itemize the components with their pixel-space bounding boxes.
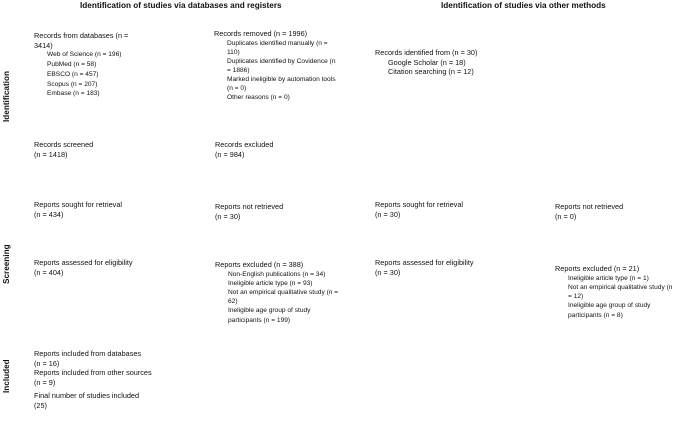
db-reports-sought-box bbox=[34, 200, 184, 219]
final-included-label: Final number of studies included bbox=[34, 391, 140, 401]
database-source-item: EBSCO (n = 457) bbox=[47, 70, 99, 78]
database-source-item: Embase (n = 183) bbox=[47, 90, 100, 98]
removal-reason-item: Duplicates identified manually (n = 110) bbox=[227, 39, 328, 56]
records-excluded-box bbox=[215, 140, 365, 159]
exclusion-reason-item: Ineligible article type (n = 93) bbox=[228, 279, 313, 287]
database-source-item: Web of Science (n = 196) bbox=[47, 51, 122, 59]
exclusion-reason-item: Ineligible age group of study participants (n = 199) bbox=[228, 306, 311, 324]
included-from-other-label: Reports included from other sources bbox=[34, 368, 152, 378]
records-from-databases-box bbox=[34, 31, 144, 99]
removal-reason-item: Duplicates identified by Covidence (n = 1886) bbox=[227, 57, 336, 74]
db-reports-not-retrieved-box bbox=[215, 202, 365, 221]
stage-label-identification: Identification bbox=[2, 71, 11, 122]
other-reports-assessed-box bbox=[375, 258, 525, 277]
exclusion-reason-item: Ineligible article type (n = 1) bbox=[568, 274, 649, 282]
db-reports-assessed-box bbox=[34, 258, 184, 277]
included-from-databases-count: (n = 16) bbox=[34, 358, 60, 368]
db-reports-excluded-label: Reports excluded (n = 388) bbox=[215, 260, 304, 269]
database-source-item: Scopus (n = 207) bbox=[47, 80, 98, 88]
records-excluded-count: (n = 984) bbox=[215, 149, 245, 159]
other-reports-sought-count: (n = 30) bbox=[375, 209, 401, 219]
records-removed-label: Records removed (n = 1996) bbox=[214, 29, 308, 38]
other-reports-sought-box bbox=[375, 200, 525, 219]
databases-column-header: Identification of studies via databases and registers bbox=[80, 1, 282, 10]
db-reports-not-retrieved-label: Reports not retrieved bbox=[215, 202, 284, 211]
other-reports-sought-label: Reports sought for retrieval bbox=[375, 200, 464, 209]
db-reports-excluded-box bbox=[215, 260, 340, 326]
other-reports-not-retrieved-count: (n = 0) bbox=[555, 211, 577, 221]
stage-label-screening: Screening bbox=[2, 244, 11, 284]
db-reports-not-retrieved-count: (n = 30) bbox=[215, 211, 241, 221]
records-screened-count: (n = 1418) bbox=[34, 149, 68, 159]
records-removed-box bbox=[214, 29, 336, 102]
other-reports-excluded-label: Reports excluded (n = 21) bbox=[555, 264, 640, 273]
included-from-databases-label: Reports included from databases bbox=[34, 349, 142, 358]
records-screened-box bbox=[34, 140, 184, 159]
exclusion-reason-item: Not an empirical qualitative study (n = 62) bbox=[228, 288, 339, 305]
other-reports-not-retrieved-label: Reports not retrieved bbox=[555, 202, 624, 211]
db-reports-sought-count: (n = 434) bbox=[34, 209, 64, 219]
database-source-item: PubMed (n = 58) bbox=[47, 60, 97, 68]
removal-reason-item: Marked ineligible by automation tools (n = 0) bbox=[227, 75, 336, 92]
other-reports-not-retrieved-box bbox=[555, 202, 675, 221]
included-box bbox=[34, 349, 159, 411]
other-source-item: Citation searching (n = 12) bbox=[388, 67, 474, 77]
exclusion-reason-item: Ineligible age group of study participants (n = 8) bbox=[568, 301, 651, 319]
removal-reason-item: Other reasons (n = 0) bbox=[227, 93, 290, 101]
db-reports-assessed-label: Reports assessed for eligibility bbox=[34, 258, 133, 267]
other-methods-column-header: Identification of studies via other methods bbox=[441, 1, 606, 10]
other-reports-assessed-count: (n = 30) bbox=[375, 267, 401, 277]
db-reports-assessed-count: (n = 404) bbox=[34, 267, 64, 277]
exclusion-reason-item: Non-English publications (n = 34) bbox=[228, 270, 326, 278]
records-screened-label: Records screened bbox=[34, 140, 94, 149]
records-other-methods-box bbox=[375, 48, 535, 77]
records-other-methods-label: Records identified from (n = 30) bbox=[375, 48, 478, 57]
stage-label-included: Included bbox=[2, 359, 11, 393]
records-from-databases-label: Records from databases (n = 3414) bbox=[34, 31, 129, 50]
final-included-count: (25) bbox=[34, 400, 47, 410]
records-excluded-label: Records excluded bbox=[215, 140, 274, 149]
other-source-item: Google Scholar (n = 18) bbox=[388, 57, 466, 67]
included-from-other-count: (n = 9) bbox=[34, 377, 56, 387]
other-reports-excluded-box bbox=[555, 264, 677, 321]
db-reports-sought-label: Reports sought for retrieval bbox=[34, 200, 123, 209]
other-reports-assessed-label: Reports assessed for eligibility bbox=[375, 258, 474, 267]
exclusion-reason-item: Not an empirical qualitative study (n = 12) bbox=[568, 283, 673, 300]
